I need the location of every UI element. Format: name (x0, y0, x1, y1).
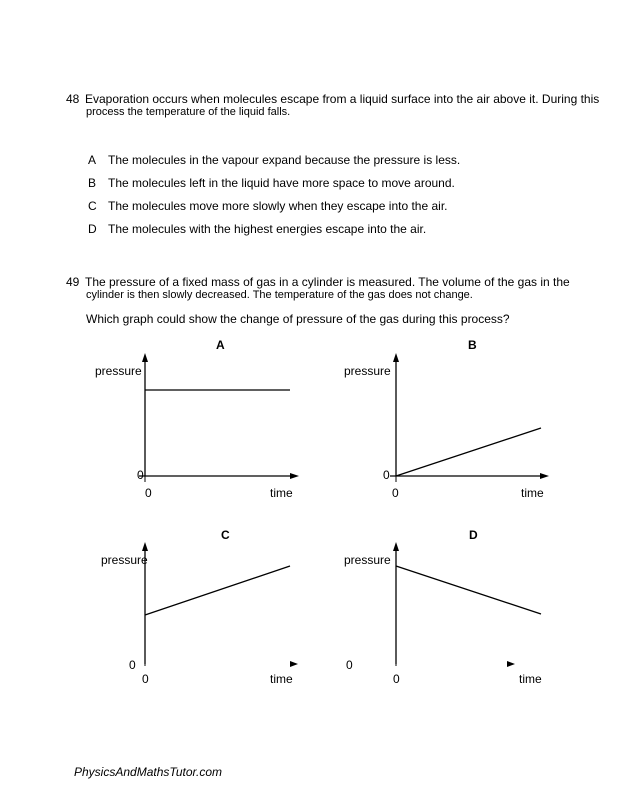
graph-d-letter: D (469, 528, 478, 542)
q49-question: Which graph could show the change of pressure of the gas during this process? (86, 312, 510, 326)
q48-text-line2: process the temperature of the liquid falls. (86, 106, 291, 118)
q48-option-b-text: The molecules left in the liquid have more space to move around. (108, 176, 455, 190)
graph-b-origin-y: 0 (383, 468, 390, 482)
graph-a-origin-x: 0 (145, 486, 152, 500)
graph-b-ylabel: pressure (344, 364, 391, 378)
graph-d-origin-y: 0 (346, 658, 353, 672)
graph-c-ylabel: pressure (101, 553, 148, 567)
q49-number: 49 (66, 275, 80, 289)
graph-b-xlabel: time (521, 486, 544, 500)
graph-c-letter: C (221, 528, 230, 542)
q49-text-line2: cylinder is then slowly decreased. The temperature of the gas does not change. (86, 289, 473, 301)
q48-option-c-text: The molecules move more slowly when they escape into the air. (108, 199, 448, 213)
graph-a-ylabel: pressure (95, 364, 142, 378)
graph-d-ylabel: pressure (344, 553, 391, 567)
q48-option-d-text: The molecules with the highest energies escape into the air. (108, 222, 427, 236)
graph-c-origin-y: 0 (129, 658, 136, 672)
q48-option-b-letter: B (88, 176, 97, 190)
graph-b-letter: B (468, 338, 477, 352)
q48-option-a-text: The molecules in the vapour expand because the pressure is less. (108, 153, 461, 167)
graph-c-xlabel: time (270, 672, 293, 686)
q48-option-d-letter: D (88, 222, 97, 236)
graph-d-line (396, 566, 541, 614)
q48-option-a-letter: A (88, 153, 97, 167)
graph-d-origin-x: 0 (393, 672, 400, 686)
graph-a-xlabel: time (270, 486, 293, 500)
q48-number: 48 (66, 92, 80, 106)
q48-option-c-letter: C (88, 199, 97, 213)
graph-d-xlabel: time (519, 672, 542, 686)
graph-a-origin-y: 0 (137, 468, 144, 482)
graph-b-origin-x: 0 (392, 486, 399, 500)
q49-text-line1: The pressure of a fixed mass of gas in a cylinder is measured. The volume of the gas in the (85, 275, 570, 289)
graph-a-letter: A (216, 338, 225, 352)
q48-text-line1: Evaporation occurs when molecules escape from a liquid surface into the air above it. During this (85, 92, 600, 106)
graph-c-origin-x: 0 (142, 672, 149, 686)
footer-site: PhysicsAndMathsTutor.com (74, 765, 223, 779)
